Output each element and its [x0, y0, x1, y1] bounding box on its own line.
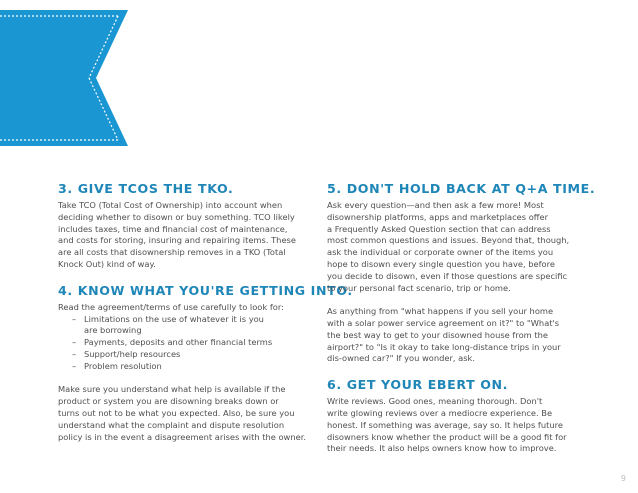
left-column: [58, 181, 353, 455]
section-intro: Read the agreement/terms of use carefully to look for:: [58, 301, 284, 312]
text-line: Knock Out) kind of way.: [58, 258, 156, 269]
section-body: [58, 200, 302, 271]
section-body: [327, 396, 585, 455]
text-line: write glowing reviews over a mediocre experience. Be: [327, 407, 553, 418]
section-heading: 3. GIVE TCOS THE TKO.: [58, 181, 234, 196]
text-line: product or system you are disowning breaks down or: [58, 396, 279, 407]
page-number: 9: [620, 474, 626, 483]
text-line: disownership platforms, apps and marketplaces offer: [327, 211, 549, 222]
text-line: disowners know whether the product will be a good fit for: [327, 431, 567, 442]
section-heading: 6. GET YOUR EBERT ON.: [327, 377, 509, 393]
text-line: hope to disown every single question you have, before: [327, 258, 555, 269]
list-item: – Support/help resources: [72, 348, 181, 359]
text-line: dis-owned car?" If you wonder, ask.: [327, 353, 475, 364]
list-item-text: Limitations on the use of whatever it is you: [84, 313, 264, 324]
text-line: understand what the complaint and dispute resolution: [58, 419, 285, 430]
text-line: turns out not to be what you expected. Also, be sure you: [58, 407, 295, 418]
text-line: As anything from "what happens if you sell your home: [327, 306, 554, 317]
text-line: you decide to disown, even if those questions are specific: [327, 270, 568, 281]
list-item-text: Payments, deposits and other financial terms: [84, 337, 273, 348]
section-reviews: [327, 377, 585, 455]
section-tco: [58, 181, 302, 271]
list-item-text: are borrowing: [84, 325, 142, 336]
text-line: and costs for storing, insuring and repairing items. These: [58, 235, 296, 246]
text-line: most common questions and issues. Beyond that, though,: [327, 235, 570, 246]
text-line: airport?" to "Is it okay to take long-distance trips in your: [327, 341, 561, 352]
bullet-list: [72, 314, 302, 373]
text-line: are all costs that disownership removes in a TKO (Total: [58, 247, 286, 258]
text-line: deciding whether to disown or buy something. TCO likely: [58, 211, 295, 222]
list-item-continuation: [72, 325, 302, 337]
text-line: with a solar power service agreement on it?" to "What's: [327, 317, 560, 328]
section-qa: [327, 181, 596, 365]
list-item: – Limitations on the use of whatever it is you: [72, 313, 264, 324]
text-line: Make sure you understand what help is available if the: [58, 384, 286, 395]
list-item-text: Problem resolution: [84, 360, 162, 371]
section-body: [327, 200, 585, 294]
list-item: – Payments, deposits and other financial terms: [72, 337, 273, 348]
text-line: policy is in the event a disagreement arises with the owner.: [58, 431, 306, 442]
section-know-terms: [58, 282, 353, 444]
section-body-2: [327, 306, 585, 365]
text-line: a Frequently Asked Question section that can address: [327, 223, 551, 234]
text-line: their needs. It also helps owners know how to improve.: [327, 443, 557, 454]
list-item-text: Support/help resources: [84, 348, 181, 359]
text-line: to your personal fact scenario, trip or home.: [327, 282, 511, 293]
ribbon-banner-icon: [0, 0, 130, 150]
section-heading: 4. KNOW WHAT YOU'RE GETTING INTO.: [58, 282, 353, 298]
list-item: – Problem resolution: [72, 360, 162, 371]
text-line: ask the individual or corporate owner of the items you: [327, 247, 554, 258]
section-heading: 5. DON'T HOLD BACK AT Q+A TIME.: [327, 181, 596, 196]
text-line: honest. If something was average, say so. It helps future: [327, 419, 563, 430]
text-line: Ask every question—and then ask a few more! Most: [327, 200, 544, 210]
text-line: Write reviews. Good ones, meaning thorough. Don't: [327, 396, 543, 407]
text-line: the best way to get to your disowned house from the: [327, 329, 548, 340]
text-line: Take TCO (Total Cost of Ownership) into account when: [58, 200, 283, 210]
text-line: includes taxes, time and financial cost of maintenance,: [58, 223, 288, 234]
right-column: [327, 181, 596, 467]
section-body: [58, 384, 306, 443]
ribbon-banner-shape: [0, 10, 128, 146]
